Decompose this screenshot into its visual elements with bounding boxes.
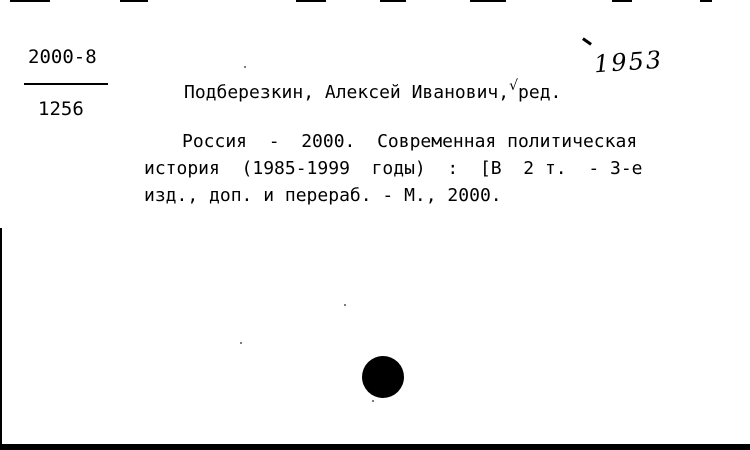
description-line: история (1985-1999 годы) : [В 2 т. - 3-е bbox=[144, 158, 643, 179]
bibliographic-description bbox=[144, 128, 734, 209]
author-heading bbox=[184, 78, 561, 103]
pen-tick-mark bbox=[582, 37, 592, 45]
paper-speck bbox=[344, 304, 346, 306]
description-line: изд., доп. и перераб. - М., 2000. bbox=[144, 185, 502, 206]
author-name: Подберезкин, Алексей Иванович, bbox=[184, 82, 510, 103]
call-number: 2000-8 bbox=[28, 46, 97, 68]
paper-speck bbox=[240, 342, 242, 344]
paper-speck bbox=[372, 400, 374, 402]
call-number-divider bbox=[24, 83, 108, 85]
bottom-edge bbox=[0, 444, 750, 450]
paper-speck bbox=[244, 66, 246, 68]
handwritten-note: 1953 bbox=[593, 45, 664, 79]
punch-hole bbox=[362, 356, 404, 398]
description-line: Россия - 2000. Современная политическая bbox=[182, 131, 638, 152]
left-edge-mark bbox=[0, 228, 2, 444]
top-edge-marks bbox=[0, 0, 750, 3]
check-mark-icon: √ bbox=[509, 78, 519, 94]
editor-role: ред. bbox=[518, 82, 562, 103]
inventory-number: 1256 bbox=[38, 98, 84, 120]
